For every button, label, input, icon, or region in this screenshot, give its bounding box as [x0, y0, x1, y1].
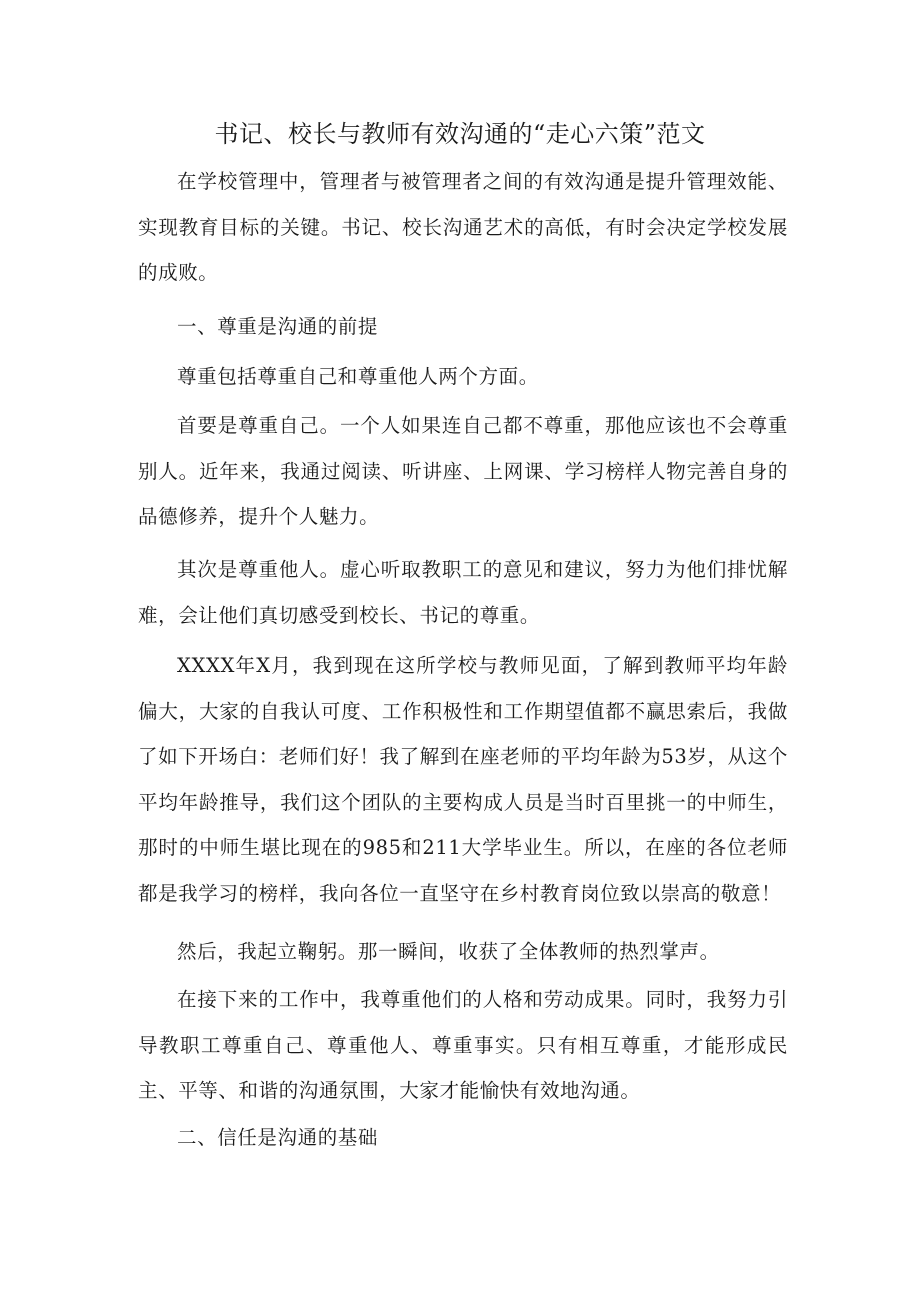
intro-paragraph: 在学校管理中，管理者与被管理者之间的有效沟通是提升管理效能、实现教育目标的关键。书记、校长沟通艺术的高低，有时会决定学校发展的成败。 [138, 170, 788, 284]
document-title: 书记、校长与教师有效沟通的“走心六策”范文 [214, 120, 706, 148]
paragraph-bow: 然后，我起立鞠躬。那一瞬间，收获了全体教师的热烈掌声。 [177, 940, 720, 963]
paragraph-self-respect: 首要是尊重自己。一个人如果连自己都不尊重，那他应该也不会尊重别人。近年来，我通过阅读、听讲座、上网课、学习榜样人物完善自身的品德修养，提升个人魅力。 [138, 414, 788, 528]
paragraph-following-work: 在接下来的工作中，我尊重他们的人格和劳动成果。同时，我努力引导教职工尊重自己、尊重他人、尊重事实。只有相互尊重，才能形成民主、平等、和谐的沟通氛围，大家才能愉快有效地沟通。 [138, 988, 788, 1102]
paragraph-respect-intro: 尊重包括尊重自己和尊重他人两个方面。 [177, 365, 539, 388]
section-heading-trust: 二、信任是沟通的基础 [177, 1126, 379, 1149]
paragraph-opening-speech: XXXX年X月，我到现在这所学校与教师见面，了解到教师平均年龄偏大，大家的自我认可度、工作积极性和工作期望值都不赢思索后，我做了如下开场白：老师们好！我了解到在座老师的平均年龄为53岁，从这个平均年龄推导，我们这个团队的主要构成人员是当时百里挑一的中师生，那时的中师生堪比现在的985和211大学毕业生。所以，在座的各位老师都是我学习的榜样，我向各位一直坚守在乡村教育岗位致以崇高的敬意！ [138, 654, 788, 905]
section-heading-respect: 一、尊重是沟通的前提 [177, 315, 379, 338]
paragraph-respect-others: 其次是尊重他人。虚心听取教职工的意见和建议，努力为他们排忧解难，会让他们真切感受到校长、书记的尊重。 [138, 558, 788, 627]
